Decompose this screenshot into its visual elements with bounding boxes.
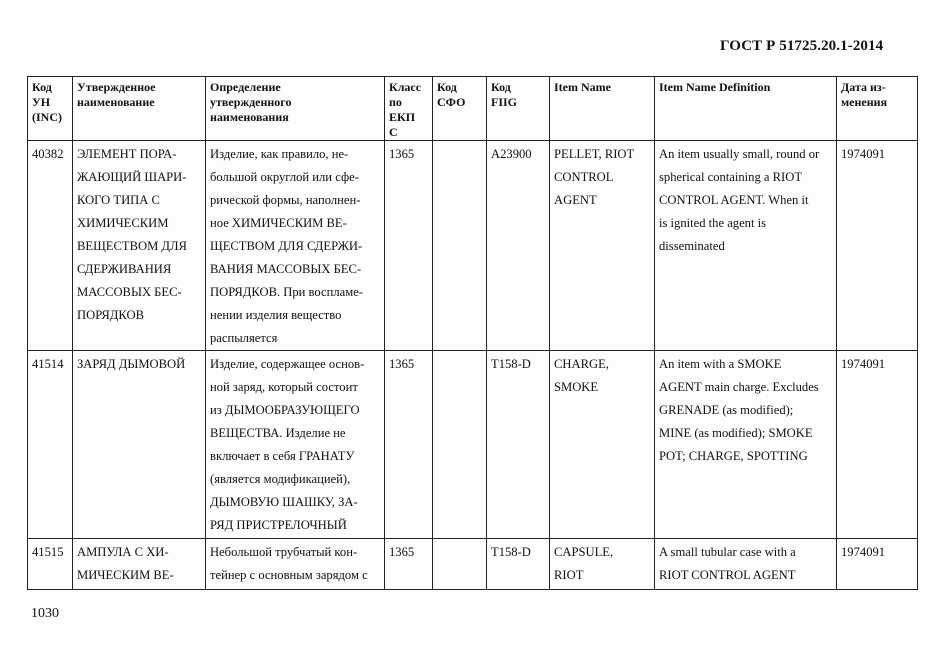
cell-line: МАССОВЫХ БЕС- [77,285,182,299]
col-header-class [385,77,433,141]
cell-line: большой округлой или сфе- [210,170,359,184]
cell-line: ЩЕСТВОМ ДЛЯ СДЕРЖИ- [210,239,363,253]
cell-line: ПОРЯДКОВ. При воспламе- [210,285,363,299]
cell-definition [206,351,385,539]
col-header-line: СФО [437,95,466,109]
cell-line: МИЧЕСКИМ ВЕ- [77,568,174,582]
col-header-line: Item Name [554,80,611,94]
cell-line: AGENT [554,193,597,207]
col-header-line: Код [491,80,511,94]
cell-line: CAPSULE, [554,545,614,559]
col-header-line: наименования [210,110,289,124]
cell-line: GRENADE (as modified); [659,403,794,417]
cell-line: ЖАЮЩИЙ ШАРИ- [77,170,187,184]
cell-line: AGENT main charge. Excludes [659,380,819,394]
cell-line: РЯД ПРИСТРЕЛОЧНЫЙ [210,518,347,532]
cell-line: CONTROL AGENT. When it [659,193,809,207]
page-number: 1030 [31,606,59,621]
cell-line: из ДЫМООБРАЗУЮЩЕГО [210,403,360,417]
cell-name [73,141,206,351]
cell-date: 1974091 [837,539,918,590]
cell-line: ное ХИМИЧЕСКИМ ВЕ- [210,216,347,230]
col-header-fiig [487,77,550,141]
cell-line: PELLET, RIOT [554,147,635,161]
cell-line: СДЕРЖИВАНИЯ [77,262,172,276]
col-header-line: С [389,125,398,139]
table-row [28,539,918,590]
cell-line: MINE (as modified); SMOKE [659,426,813,440]
col-header-date [837,77,918,141]
cell-line: нении изделия вещество [210,308,342,322]
table-row [28,141,918,351]
cell-line: SMOKE [554,380,599,394]
cell-item-name [550,539,655,590]
cell-line: рической формы, наполнен- [210,193,361,207]
cell-line: КОГО ТИПА С [77,193,160,207]
col-header-line: УН [32,95,51,109]
col-header-line: Определение [210,80,281,94]
cell-line: RIOT [554,568,584,582]
col-header-line: ЕКП [389,110,416,124]
cell-class: 1365 [385,539,433,590]
table-header-row [28,77,918,141]
col-header-line: наименование [77,95,155,109]
cell-line: Небольшой трубчатый кон- [210,545,358,559]
cell-date: 1974091 [837,351,918,539]
cell-class: 1365 [385,141,433,351]
cell-line: ДЫМОВУЮ ШАШКУ, ЗА- [210,495,358,509]
cell-line: ной заряд, который состоит [210,380,358,394]
cell-code: 41515 [28,539,73,590]
cell-line: CONTROL [554,170,614,184]
cell-fiig: T158-D [487,351,550,539]
cell-line: Изделие, содержащее основ- [210,357,365,371]
cell-item-def [655,539,837,590]
cell-sfo [433,539,487,590]
cell-line: An item usually small, round or [659,147,820,161]
col-header-line: утвержденного [210,95,292,109]
cell-item-def [655,351,837,539]
cell-definition [206,141,385,351]
cell-line: распыляется [210,331,278,345]
col-header-sfo [433,77,487,141]
cell-line: is ignited the agent is [659,216,767,230]
cell-line: АМПУЛА С ХИ- [77,545,169,559]
cell-code: 40382 [28,141,73,351]
cell-line: тейнер с основным зарядом с [210,568,368,582]
cell-name [73,539,206,590]
col-header-line: Код [32,80,52,94]
cell-line: включает в себя ГРАНАТУ [210,449,355,463]
cell-sfo [433,351,487,539]
standard-title: ГОСТ Р 51725.20.1-2014 [720,38,884,54]
col-header-line: Класс [389,80,422,94]
cell-line: ВАНИЯ МАССОВЫХ БЕС- [210,262,362,276]
cell-code: 41514 [28,351,73,539]
cell-class: 1365 [385,351,433,539]
col-header-line: FIIG [491,95,518,109]
cell-date: 1974091 [837,141,918,351]
col-header-definition [206,77,385,141]
cell-item-name [550,351,655,539]
cell-name [73,351,206,539]
cell-definition [206,539,385,590]
cell-line: ХИМИЧЕСКИМ [77,216,169,230]
col-header-line: по [389,95,402,109]
col-header-line: (INC) [32,110,62,124]
cell-line: spherical containing a RIOT [659,170,803,184]
col-header-item-name [550,77,655,141]
cell-line: RIOT CONTROL AGENT [659,568,796,582]
cell-line: ВЕЩЕСТВА. Изделие не [210,426,346,440]
cell-fiig: T158-D [487,539,550,590]
col-header-name [73,77,206,141]
cell-line: disseminated [659,239,725,253]
cell-line: POT; CHARGE, SPOTTING [659,449,808,463]
cell-item-name [550,141,655,351]
cell-line: ПОРЯДКОВ [77,308,144,322]
table-row [28,351,918,539]
cell-line: Изделие, как правило, не- [210,147,349,161]
cell-line: An item with a SMOKE [659,357,782,371]
col-header-line: Код [437,80,457,94]
cell-line: ВЕЩЕСТВОМ ДЛЯ [77,239,187,253]
nomenclature-table [27,76,918,590]
col-header-line: Утвержденное [77,80,156,94]
col-header-code [28,77,73,141]
col-header-line: менения [841,95,888,109]
cell-line: A small tubular case with a [659,545,796,559]
cell-line: ЭЛЕМЕНТ ПОРА- [77,147,177,161]
col-header-line: Item Name Definition [659,80,771,94]
cell-sfo [433,141,487,351]
cell-fiig: A23900 [487,141,550,351]
cell-line: CHARGE, [554,357,609,371]
cell-line: ЗАРЯД ДЫМОВОЙ [77,357,186,371]
cell-item-def [655,141,837,351]
cell-line: (является модификацией), [210,472,351,486]
col-header-item-def [655,77,837,141]
col-header-line: Дата из- [841,80,886,94]
